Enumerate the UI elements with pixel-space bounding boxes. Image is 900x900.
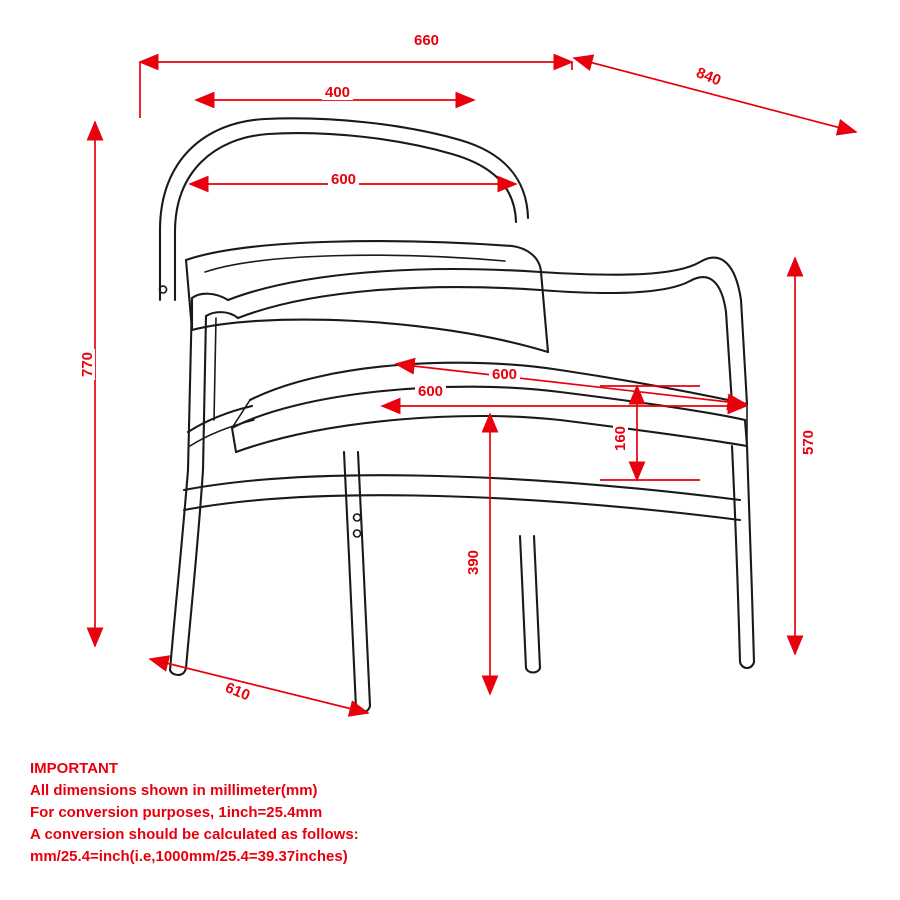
important-notes [30, 758, 359, 868]
notes-heading: IMPORTANT [30, 760, 119, 777]
dim-label-seat-width: 600 [415, 384, 446, 399]
dim-label-overall-height-left: 770 [80, 349, 95, 380]
notes-line-1: All dimensions shown in millimeter(mm) [30, 782, 318, 799]
dim-label-depth-diagonal-top-right: 840 [691, 64, 725, 90]
notes-line-2: For conversion purposes, 1inch=25.4mm [30, 804, 323, 821]
notes-line-3: A conversion should be calculated as follows: [30, 826, 359, 843]
dim-label-base-depth: 610 [220, 679, 254, 705]
dim-label-seat-depth-diagonal: 600 [489, 367, 520, 382]
dim-label-cushion-thickness: 160 [613, 423, 628, 454]
dim-label-overall-width-top: 660 [411, 33, 442, 48]
dim-label-backrest-width: 400 [322, 85, 353, 100]
chair-illustration [160, 118, 754, 712]
dim-label-back-inner-width: 600 [328, 172, 359, 187]
dim-label-arm-height-right: 570 [801, 427, 816, 458]
notes-line-4: mm/25.4=inch(i.e,1000mm/25.4=39.37inches) [30, 848, 348, 865]
dim-label-seat-height: 390 [466, 547, 481, 578]
